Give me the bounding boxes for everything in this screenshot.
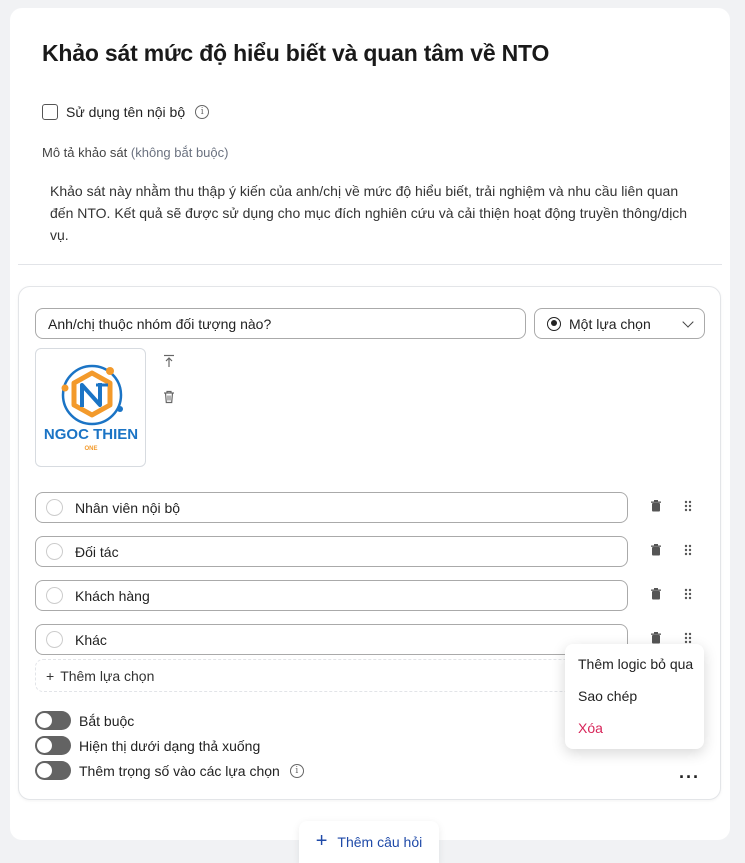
question-text-input[interactable]: Anh/chị thuộc nhóm đối tượng nào? (35, 308, 526, 339)
internal-name-checkbox[interactable] (42, 104, 58, 120)
dropdown-toggle[interactable] (35, 736, 71, 755)
add-question-button[interactable] (299, 821, 439, 863)
required-label: Bắt buộc (79, 712, 135, 729)
context-menu (565, 644, 704, 749)
logo-text: NGOC THIEN (43, 426, 139, 443)
info-icon[interactable]: i (290, 764, 304, 778)
radio-selected-icon (547, 317, 561, 331)
plus-icon: + (46, 667, 55, 684)
required-toggle-row (35, 711, 134, 730)
company-logo (36, 349, 146, 467)
weight-toggle-row (35, 761, 304, 780)
radio-icon (46, 587, 63, 604)
logo-subtext: ONE (84, 446, 98, 452)
radio-icon (46, 499, 63, 516)
description-optional: (không bắt buộc) (130, 145, 229, 160)
option-row[interactable] (35, 624, 628, 655)
add-option-button[interactable] (35, 659, 575, 692)
survey-title[interactable]: Khảo sát mức độ hiểu biết và quan tâm về NTO (42, 40, 550, 66)
option-row[interactable] (35, 580, 628, 611)
add-option-label: Thêm lựa chọn (60, 667, 155, 684)
trash-icon[interactable] (649, 499, 663, 513)
image-delete-icon[interactable] (161, 389, 177, 405)
option-label: Đối tác (75, 543, 119, 560)
dropdown-label: Hiện thị dưới dạng thả xuống (79, 737, 261, 754)
radio-icon (46, 543, 63, 560)
menu-delete[interactable]: Xóa (578, 720, 603, 736)
menu-skip-logic[interactable]: Thêm logic bỏ qua (578, 656, 694, 672)
menu-duplicate[interactable]: Sao chép (578, 688, 638, 704)
divider (18, 264, 722, 265)
info-icon[interactable]: i (195, 105, 209, 119)
trash-icon[interactable] (649, 631, 663, 645)
dropdown-toggle-row (35, 736, 260, 755)
option-row[interactable] (35, 492, 628, 523)
option-label: Khách hàng (75, 587, 150, 604)
internal-name-row (42, 104, 209, 120)
weight-label: Thêm trọng số vào các lựa chọn (79, 762, 280, 779)
description-label-text: Mô tả khảo sát (42, 145, 128, 160)
description-text[interactable]: Khảo sát này nhằm thu thập ý kiến của anh/chị về mức độ hiểu biết, trải nghiệm và nhu cầu liên quan đến NTO. Kết quả sẽ được sử dụng cho mục đích nghiên cứu và cải thiện hoạt động truyền thông/dịch vụ. (50, 183, 688, 243)
description-label (42, 145, 228, 160)
question-type-select[interactable] (534, 308, 705, 339)
add-question-label: Thêm câu hỏi (337, 834, 423, 850)
weight-toggle[interactable] (35, 761, 71, 780)
upload-icon[interactable] (161, 353, 177, 369)
trash-icon[interactable] (649, 543, 663, 557)
drag-handle-icon[interactable] (681, 631, 695, 645)
drag-handle-icon[interactable] (681, 499, 695, 513)
chevron-down-icon (682, 316, 693, 327)
option-row[interactable] (35, 536, 628, 567)
question-type-label: Một lựa chọn (569, 315, 651, 332)
question-image[interactable] (35, 348, 146, 467)
drag-handle-icon[interactable] (681, 587, 695, 601)
required-toggle[interactable] (35, 711, 71, 730)
more-options-icon[interactable]: ··· (679, 767, 700, 787)
option-label: Nhân viên nội bộ (75, 499, 181, 516)
internal-name-label: Sử dụng tên nội bộ (66, 104, 186, 120)
plus-icon: + (315, 829, 328, 852)
trash-icon[interactable] (649, 587, 663, 601)
option-label: Khác (75, 631, 107, 648)
drag-handle-icon[interactable] (681, 543, 695, 557)
radio-icon (46, 631, 63, 648)
